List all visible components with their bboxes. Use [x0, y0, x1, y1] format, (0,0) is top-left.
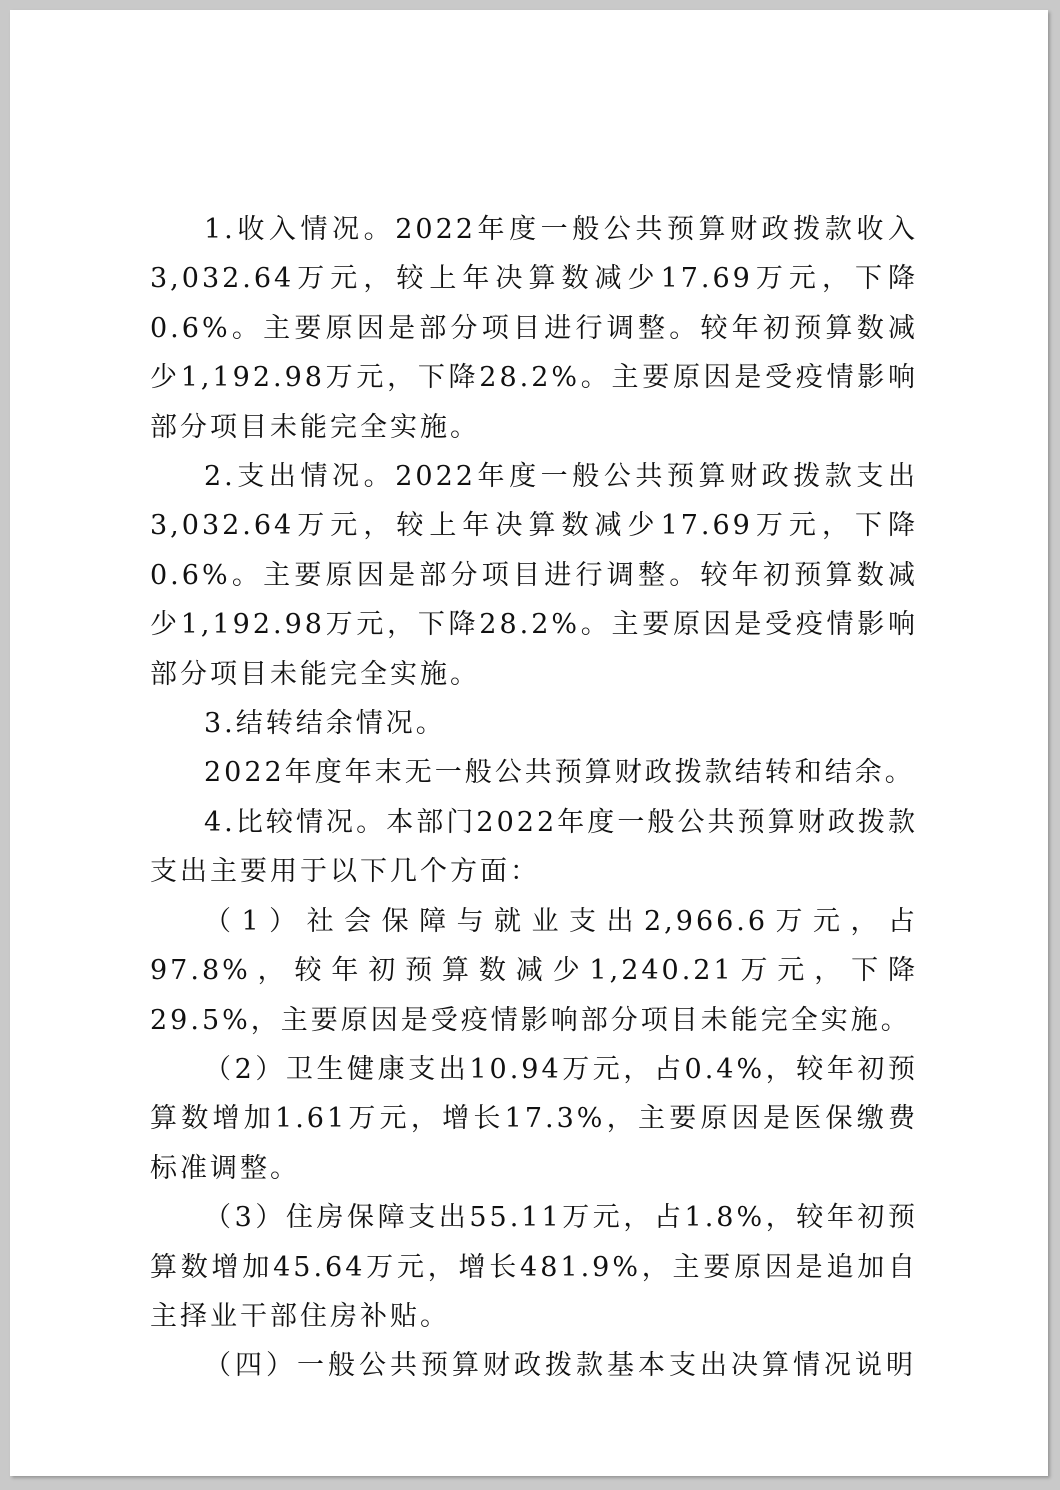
paragraph-social-security: （1）社会保障与就业支出2,966.6万元，占97.8%，较年初预算数减少1,240.21万元，下降29.5%，主要原因是受疫情影响部分项目未能完全实施。	[150, 905, 918, 1036]
document-page	[10, 10, 1048, 1476]
paragraph-comparison: 4.比较情况。本部门2022年度一般公共预算财政拨款支出主要用于以下几个方面：	[150, 806, 918, 888]
paragraph-expenditure: 2.支出情况。2022年度一般公共预算财政拨款支出3,032.64万元，较上年决算数减少17.69万元，下降0.6%。主要原因是部分项目进行调整。较年初预算数减少1,192.98万元，下降28.2%。主要原因是受疫情影响部分项目未能完全实施。	[150, 461, 918, 690]
paragraph-carryover-heading: 3.结转结余情况。	[204, 708, 446, 740]
paragraph-housing: （3）住房保障支出55.11万元，占1.8%，较年初预算数增加45.64万元，增长481.9%，主要原因是追加自主择业干部住房补贴。	[150, 1202, 918, 1332]
paragraph-carryover: 2022年度年末无一般公共预算财政拨款结转和结余。	[204, 757, 915, 789]
section-heading: （四）一般公共预算财政拨款基本支出决算情况说明	[204, 1350, 917, 1382]
document-body	[150, 205, 918, 1391]
paragraph-income: 1.收入情况。2022年度一般公共预算财政拨款收入3,032.64万元，较上年决算数减少17.69万元，下降0.6%。主要原因是部分项目进行调整。较年初预算数减少1,192.98万元，下降28.2%。主要原因是受疫情影响部分项目未能完全实施。	[150, 214, 918, 443]
paragraph-health: （2）卫生健康支出10.94万元，占0.4%，较年初预算数增加1.61万元，增长17.3%，主要原因是医保缴费标准调整。	[150, 1053, 918, 1184]
